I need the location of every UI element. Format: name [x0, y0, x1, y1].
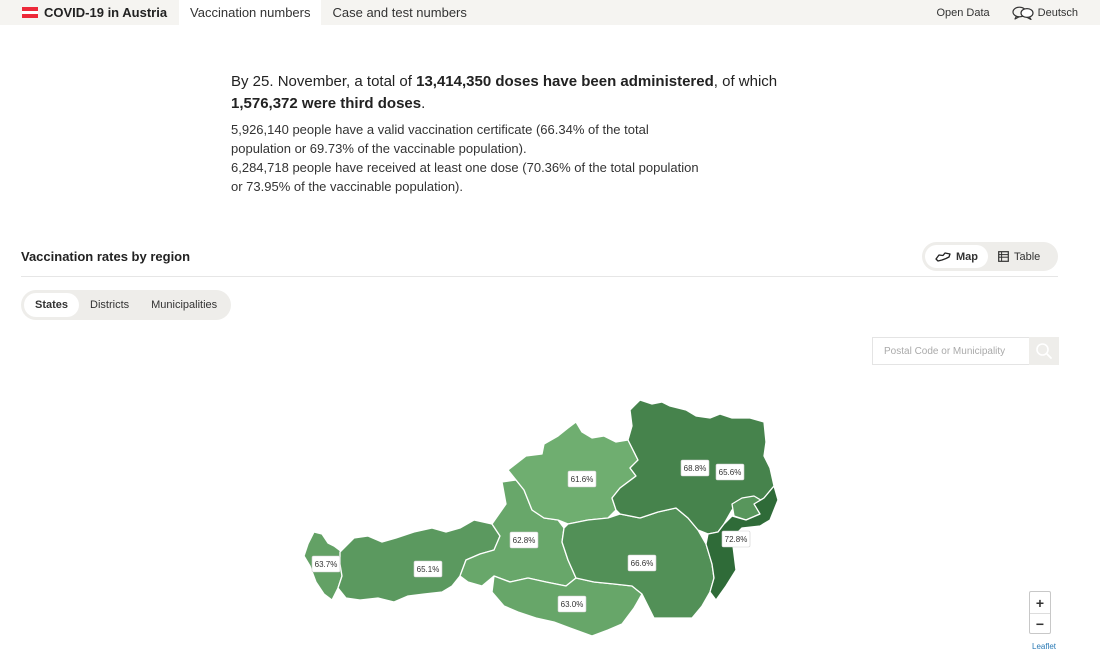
- map-outline-icon: [935, 252, 951, 262]
- svg-text:65.1%: 65.1%: [416, 565, 440, 574]
- top-navigation: [0, 0, 1100, 25]
- tab-vaccination-numbers[interactable]: Vaccination numbers: [179, 0, 321, 25]
- speech-bubbles-icon: [1012, 6, 1034, 20]
- language-label: Deutsch: [1037, 6, 1078, 19]
- region-level-toggle: [21, 290, 231, 320]
- zoom-out-button[interactable]: −: [1030, 613, 1050, 634]
- svg-text:65.6%: 65.6%: [718, 468, 742, 477]
- view-toggle: [922, 242, 1058, 271]
- svg-text:62.8%: 62.8%: [512, 536, 536, 545]
- total-doses: 13,414,350 doses have been administered: [416, 73, 714, 90]
- certificate-text: 5,926,140 people have a valid vaccination certificate (66.34% of the total population or 69.73% of the vaccinable population).: [231, 122, 649, 156]
- one-dose-text: 6,284,718 people have received at least one dose (70.36% of the total population or 73.95% of the vaccinable population).: [231, 160, 699, 194]
- level-states-button[interactable]: States: [24, 293, 79, 317]
- austria-vaccination-map[interactable]: [296, 392, 786, 652]
- vaccination-summary: [231, 71, 811, 196]
- tab-case-and-test-numbers[interactable]: Case and test numbers: [332, 5, 467, 20]
- map-label-styria: [628, 555, 656, 571]
- zoom-in-button[interactable]: +: [1035, 594, 1045, 611]
- map-label-burgenland: [722, 531, 750, 547]
- map-label-vorarlberg: [312, 556, 340, 572]
- svg-text:68.8%: 68.8%: [683, 464, 707, 473]
- map-label-tyrol: [414, 561, 442, 577]
- level-districts-button[interactable]: Districts: [90, 299, 130, 311]
- section-divider: [21, 276, 1058, 277]
- table-view-button[interactable]: [988, 245, 1050, 268]
- map-zoom-controls: [1029, 591, 1051, 634]
- language-switch[interactable]: [1012, 6, 1078, 20]
- map-view-button[interactable]: [925, 245, 988, 268]
- map-view-label: Map: [956, 250, 978, 263]
- austria-flag-icon: [22, 7, 38, 18]
- region-search: [872, 337, 1059, 365]
- map-label-carinthia: [558, 596, 586, 612]
- brand-title: COVID-19 in Austria: [44, 5, 168, 20]
- search-button[interactable]: [1029, 337, 1059, 365]
- level-municipalities-button[interactable]: Municipalities: [151, 299, 218, 311]
- summary-lead: By 25. November, a total of 13,414,350 doses have been administered, of which 1,576,372 were third doses.: [231, 73, 778, 112]
- leaflet-attribution-link[interactable]: Leaflet: [1032, 642, 1057, 651]
- postal-code-search-input[interactable]: [872, 337, 1029, 365]
- open-data-link[interactable]: Open Data: [936, 6, 990, 19]
- section-title: Vaccination rates by region: [21, 249, 191, 264]
- table-view-label: Table: [1014, 250, 1041, 263]
- map-label-vienna: [716, 464, 744, 480]
- svg-text:63.0%: 63.0%: [560, 600, 584, 609]
- svg-text:66.6%: 66.6%: [630, 559, 654, 568]
- svg-text:72.8%: 72.8%: [724, 535, 748, 544]
- table-icon: [998, 251, 1009, 262]
- brand-link[interactable]: [0, 0, 179, 25]
- svg-text:63.7%: 63.7%: [314, 560, 338, 569]
- top-right-links: [936, 0, 1100, 25]
- map-label-lower-austria: [681, 460, 709, 476]
- map-label-upper-austria: [568, 471, 596, 487]
- third-doses: 1,576,372 were third doses: [231, 95, 422, 112]
- svg-text:61.6%: 61.6%: [570, 475, 594, 484]
- map-label-salzburg: [510, 532, 538, 548]
- search-icon: [1035, 342, 1053, 360]
